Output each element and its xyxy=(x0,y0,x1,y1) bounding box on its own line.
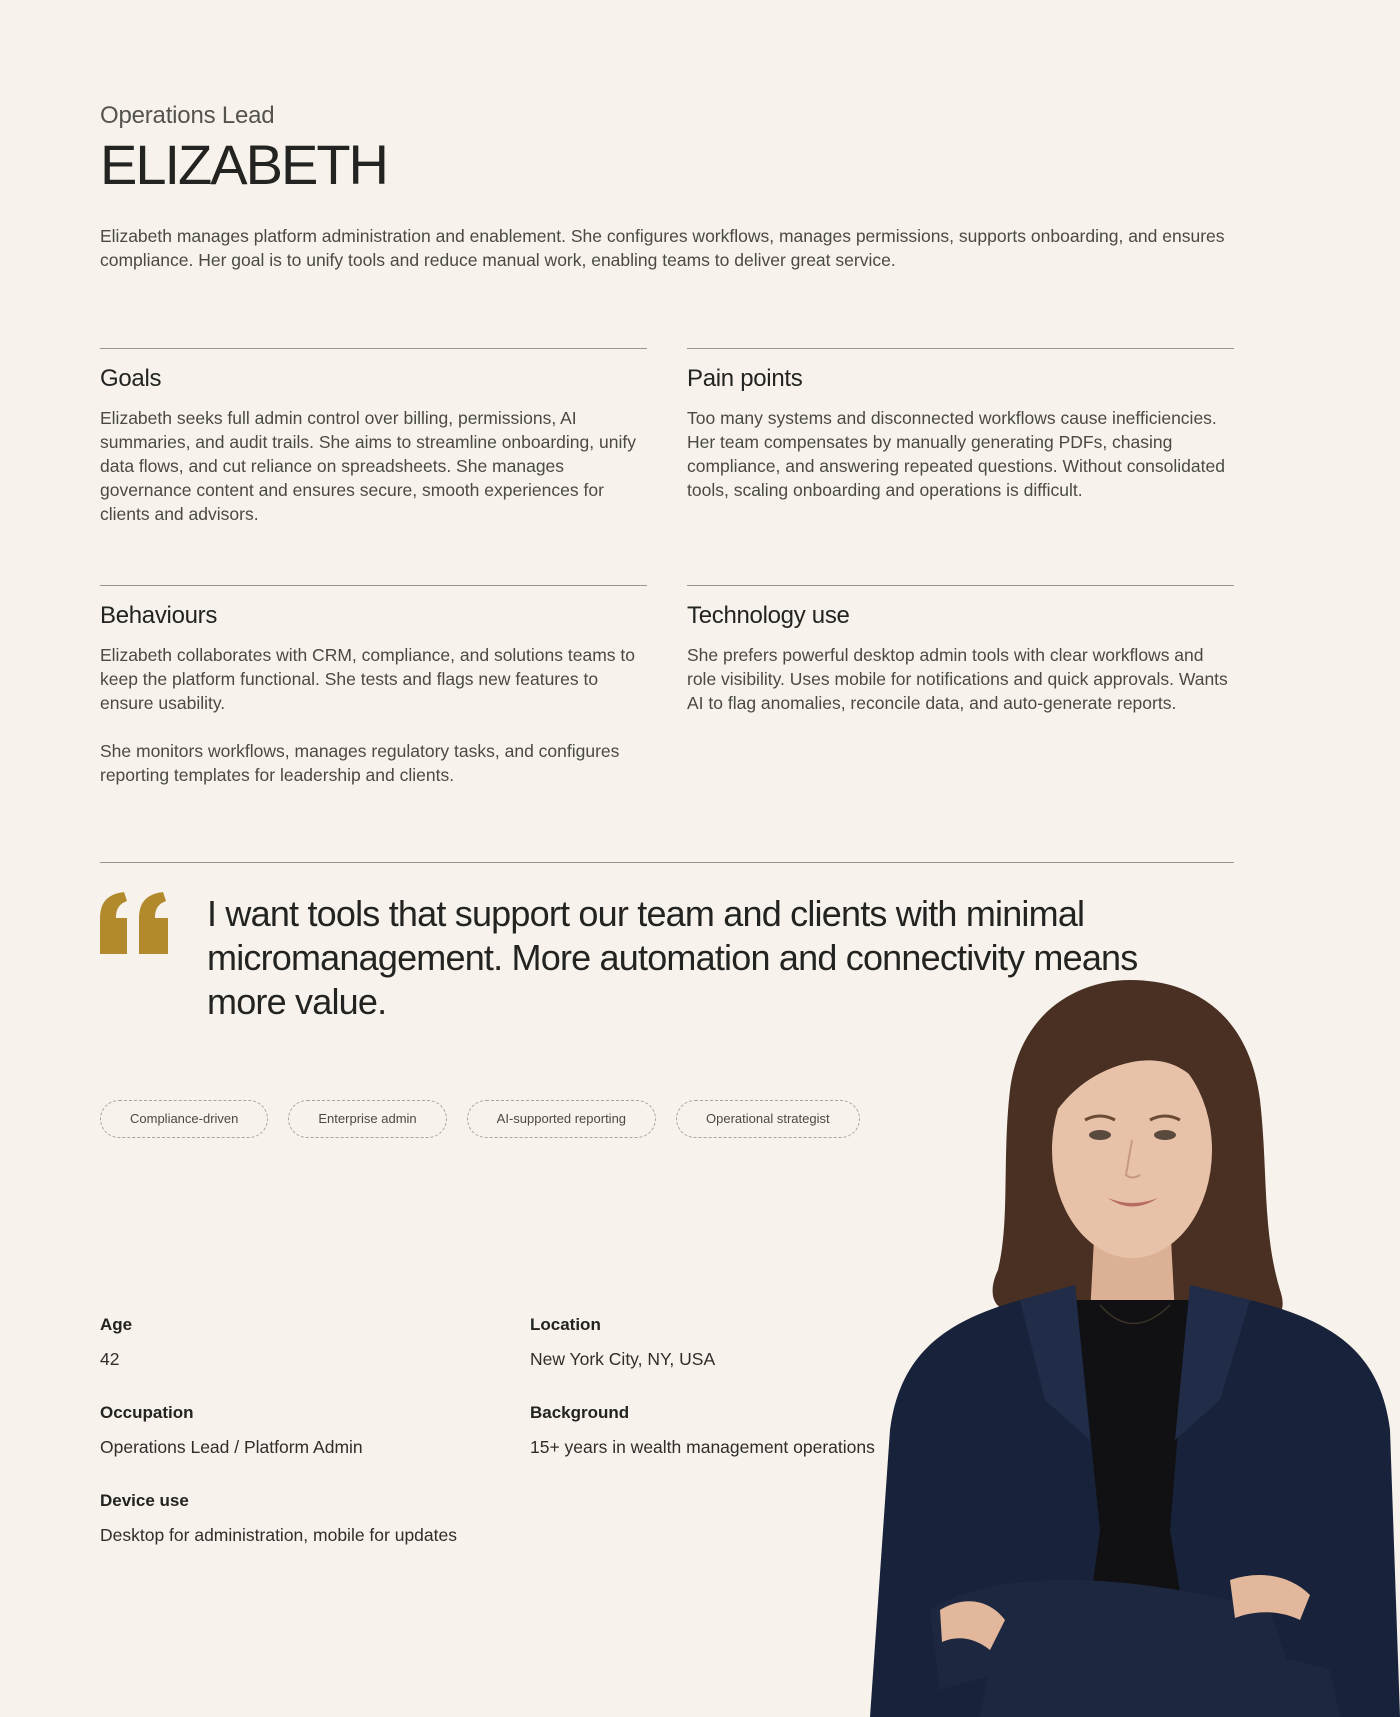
fact-device-use-value: Desktop for administration, mobile for updates xyxy=(100,1525,457,1545)
technology-title: Technology use xyxy=(687,602,850,629)
fact-location-value: New York City, NY, USA xyxy=(530,1349,716,1369)
tag-ai-supported-reporting: AI-supported reporting xyxy=(467,1100,656,1138)
behaviours-section xyxy=(100,585,647,787)
fact-occupation xyxy=(100,1402,363,1458)
fact-age-value: 42 xyxy=(100,1349,120,1369)
technology-section xyxy=(687,585,1234,715)
fact-occupation-label: Occupation xyxy=(100,1403,194,1422)
tag-operational-strategist: Operational strategist xyxy=(676,1100,860,1138)
fact-background-value: 15+ years in wealth management operations xyxy=(530,1437,875,1457)
fact-background xyxy=(530,1402,875,1458)
persona-intro: Elizabeth manages platform administration and enablement. She configures workflows, manages permissions, supports onboarding, and ensures compliance. Her goal is to unify tools and reduce manual work, enabling teams to deliver great service. xyxy=(100,226,1225,270)
trait-tags xyxy=(100,1100,860,1138)
goals-body: Elizabeth seeks full admin control over billing, permissions, AI summaries, and audit trails. She aims to streamline onboarding, unify data flows, and cut reliance on spreadsheets. She manages governance content and ensures secure, smooth experiences for clients and advisors. xyxy=(100,408,636,524)
fact-device-use-label: Device use xyxy=(100,1491,189,1510)
fact-device-use xyxy=(100,1490,457,1546)
fact-occupation-value: Operations Lead / Platform Admin xyxy=(100,1437,363,1457)
fact-age-label: Age xyxy=(100,1315,133,1334)
goals-section xyxy=(100,348,647,526)
behaviours-body-2: She monitors workflows, manages regulatory tasks, and configures reporting templates for leadership and clients. xyxy=(100,741,620,785)
persona-role: Operations Lead xyxy=(100,102,275,129)
persona-portrait xyxy=(870,970,1400,1717)
fact-age xyxy=(100,1314,132,1370)
pain-points-title: Pain points xyxy=(687,365,803,392)
fact-location-label: Location xyxy=(530,1315,601,1334)
fact-background-label: Background xyxy=(530,1403,630,1422)
technology-body: She prefers powerful desktop admin tools with clear workflows and role visibility. Uses mobile for notifications and quick approvals. Wants AI to flag anomalies, reconcile data, and auto-generate reports. xyxy=(687,645,1228,713)
fact-location xyxy=(530,1314,715,1370)
tag-enterprise-admin: Enterprise admin xyxy=(288,1100,446,1138)
pain-points-body: Too many systems and disconnected workflows cause inefficiencies. Her team compensates by manually generating PDFs, chasing compliance, and answering repeated questions. Without consolidated tools, scaling onboarding and operations is difficult. xyxy=(687,408,1225,500)
behaviours-title: Behaviours xyxy=(100,602,218,629)
tag-compliance-driven: Compliance-driven xyxy=(100,1100,268,1138)
persona-quote: I want tools that support our team and clients with minimal micromanagement. More automation and connectivity means more value. xyxy=(207,893,1138,1022)
pain-points-section xyxy=(687,348,1234,502)
quote-divider xyxy=(100,862,1234,863)
persona-name: ELIZABETH xyxy=(100,133,387,196)
goals-title: Goals xyxy=(100,365,162,392)
quote-mark-icon xyxy=(100,892,170,954)
behaviours-body-1: Elizabeth collaborates with CRM, compliance, and solutions teams to keep the platform functional. She tests and flags new features to ensure usability. xyxy=(100,645,635,713)
